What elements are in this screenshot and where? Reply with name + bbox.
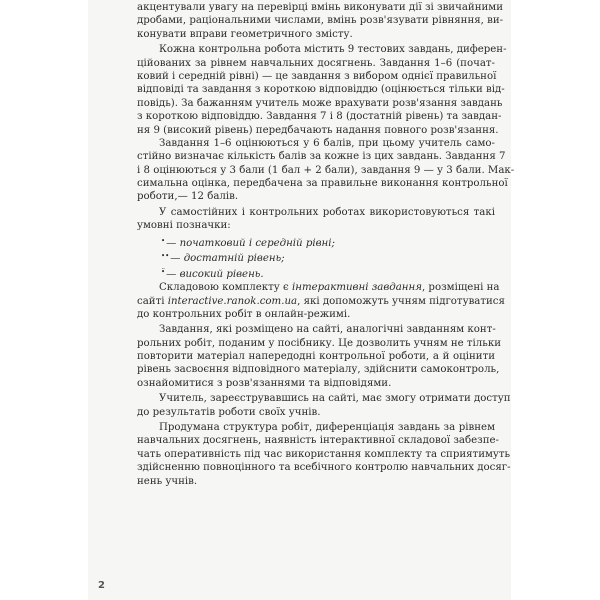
paragraph-interactive-tasks [137, 281, 505, 321]
text-line: повторити матеріал напередодні контрольної роботи, а й оцінити [137, 351, 495, 363]
text-line: чать оперативність під час використання комплекту та сприятимуть [137, 448, 511, 460]
text-line: Продумана структура робіт, диференціація завдань за рівнем [159, 422, 495, 434]
text-line: акцентували увагу на перевірці вмінь виконувати дії зі звичайними [137, 2, 503, 13]
text-line: ня 9 (високий рівень) передбачають надання повного розв'язання. [137, 124, 499, 136]
triple-dot-marker-icon: •̈ [161, 267, 166, 276]
text-line: з короткою відповіддю. Завдання 7 і 8 (достатній рівень) та завдан- [137, 111, 502, 123]
text-span: сайті [137, 295, 168, 307]
page-number: 2 [98, 580, 105, 591]
text-line: Завдання, які розміщено на сайті, аналогічні завданням конт- [159, 324, 496, 336]
text-line: рольних робіт, поданим у посібнику. Це дозволить учням не тільки [137, 337, 501, 349]
paragraph-site-tasks [137, 323, 501, 390]
paragraph-continuation [137, 1, 504, 41]
text-line: симальна оцінка, передбачена за правильне виконання контрольної [137, 178, 508, 190]
paragraph-teacher-access [137, 392, 511, 419]
text-line: Кожна контрольна робота містить 9 тестових завдань, диферен- [159, 44, 507, 56]
legend-text: — достатній рівень; [170, 253, 285, 265]
text-line: здійсненню повноцінного та всебічного контролю навчальних досяг- [137, 462, 511, 474]
text-span: Складовою комплекту є [159, 282, 292, 294]
text-line: відповіді та завдання з короткою відповіддю (оцінюється тільки від- [137, 84, 505, 96]
website-link[interactable]: interactive.ranok.com.ua [167, 295, 298, 307]
legend-text: — високий рівень. [166, 268, 264, 280]
text-line: повідь). За бажанням учитель може врахувати розв'язання завдань [137, 97, 503, 109]
text-line: У самостійних і контрольних роботах використовуються такі [159, 206, 495, 218]
text-line [137, 281, 500, 294]
text-line: до результатів роботи своїх учнів. [137, 406, 321, 418]
text-line: рівень засвоєння відповідного матеріалу, здійснити самоконтроль, [137, 364, 500, 376]
legend-item-high [137, 266, 495, 282]
double-dot-marker-icon: •• [161, 252, 170, 261]
text-line: роботи,— 12 балів. [137, 191, 239, 203]
text-line: і 8 оцінюються у 3 бали (1 бал + 2 бали), завдання 9 — у 3 бали. Мак- [137, 164, 515, 176]
text-line: стійно визначає кількість балів за кожне із цих завдань. Завдання 7 [137, 151, 506, 163]
text-line: умовні позначки: [137, 220, 231, 232]
paragraph-conclusion [137, 421, 511, 488]
legend-text: — початковий і середній рівні; [166, 237, 335, 249]
level-legend [137, 235, 495, 282]
text-line [137, 295, 505, 308]
text-line: конувати вправи геометричного змісту. [137, 28, 353, 40]
text-span: , розміщені на [421, 282, 500, 294]
document-body [137, 1, 515, 488]
legend-item-basic [137, 235, 495, 251]
text-line: ційованих за рівнем навчальних досягнень. Завдання 1–6 (почат- [137, 57, 495, 69]
text-line: дробами, раціональними числами, вмінь розв'язувати рівняння, ви- [137, 15, 504, 27]
text-line: ознайомитися з розв'язаннями та відповідями. [137, 377, 392, 389]
text-span: , які допоможуть учням підготуватися [297, 295, 505, 307]
text-line: ковий і середній рівні) — це завдання з вибором однієї правильної [137, 70, 497, 82]
paragraph-test-structure [137, 43, 507, 137]
text-line: Учитель, зареєструвавшись на сайті, має змогу отримати доступ [159, 393, 511, 405]
paragraph-grading [137, 137, 515, 204]
text-line: нень учнів. [137, 475, 198, 487]
legend-item-sufficient [137, 250, 495, 266]
paragraph-legend-intro [137, 206, 495, 233]
interactive-tasks-term: інтерактивні завдання [292, 282, 422, 294]
text-line: навчальних досягнень, наявність інтерактивної складової забезпе- [137, 435, 499, 447]
text-line: до контрольних робіт в онлайн-режимі. [137, 308, 351, 320]
text-line: Завдання 1–6 оцінюються у 6 балів, при цьому учитель само- [159, 137, 495, 149]
single-dot-marker-icon: • [161, 236, 166, 245]
